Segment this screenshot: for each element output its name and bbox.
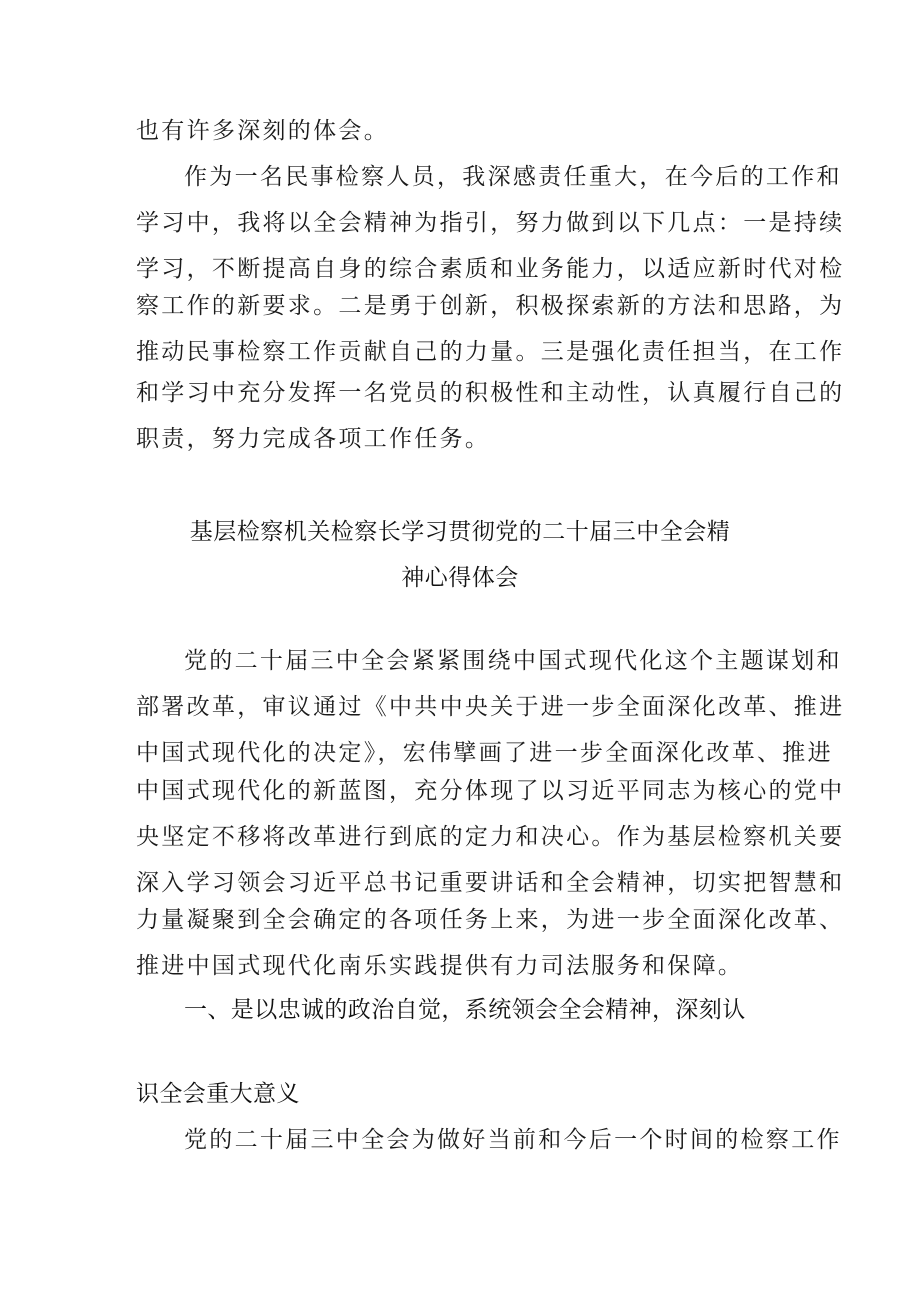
paragraph-line: 察工作的新要求。二是勇于创新，积极探索新的方法和思路，为 (136, 293, 845, 319)
paragraph-line: 中国式现代化的决定》，宏伟擘画了进一步全面深化改革、推进 (136, 740, 833, 766)
paragraph-line: 央坚定不移将改革进行到底的定力和决心。作为基层检察机关要 (136, 824, 845, 850)
paragraph-line: 力量凝聚到全会确定的各项任务上来，为进一步全面深化改革、 (136, 907, 845, 933)
section-heading-line-1: 一、是以忠诚的政治自觉，系统领会全会精神，深刻认 (184, 997, 746, 1023)
paragraph-line: 党的二十届三中全会紧紧围绕中国式现代化这个主题谋划和 (184, 648, 842, 674)
paragraph-line: 职责，努力完成各项工作任务。 (136, 426, 491, 452)
paragraph-line: 也有许多深刻的体会。 (136, 118, 389, 144)
paragraph-line: 和学习中充分发挥一名党员的积极性和主动性，认真履行自己的 (136, 380, 845, 406)
paragraph-line: 中国式现代化的新蓝图，充分体现了以习近平同志为核心的党中 (136, 778, 845, 804)
paragraph-line: 作为一名民事检察人员，我深感责任重大，在今后的工作和 (184, 164, 842, 190)
paragraph-line: 党的二十届三中全会为做好当前和今后一个时间的检察工作 (184, 1127, 842, 1153)
paragraph-line: 学习，不断提高自身的综合素质和业务能力，以适应新时代对检 (136, 256, 845, 282)
paragraph-line: 深入学习领会习近平总书记重要讲话和全会精神，切实把智慧和 (136, 870, 845, 896)
section-heading-line-2: 识全会重大意义 (136, 1081, 300, 1107)
paragraph-line: 学习中，我将以全会精神为指引，努力做到以下几点：一是持续 (136, 210, 845, 236)
paragraph-line: 部署改革，审议通过《中共中央关于进一步全面深化改革、推进 (136, 694, 845, 720)
article-title-line-1: 基层检察机关检察长学习贯彻党的二十届三中全会精 (189, 519, 731, 545)
article-title-line-2: 神心得体会 (401, 565, 519, 591)
paragraph-line: 推动民事检察工作贡献自己的力量。三是强化责任担当，在工作 (136, 339, 845, 365)
paragraph-line: 推进中国式现代化南乐实践提供有力司法服务和保障。 (136, 953, 744, 979)
